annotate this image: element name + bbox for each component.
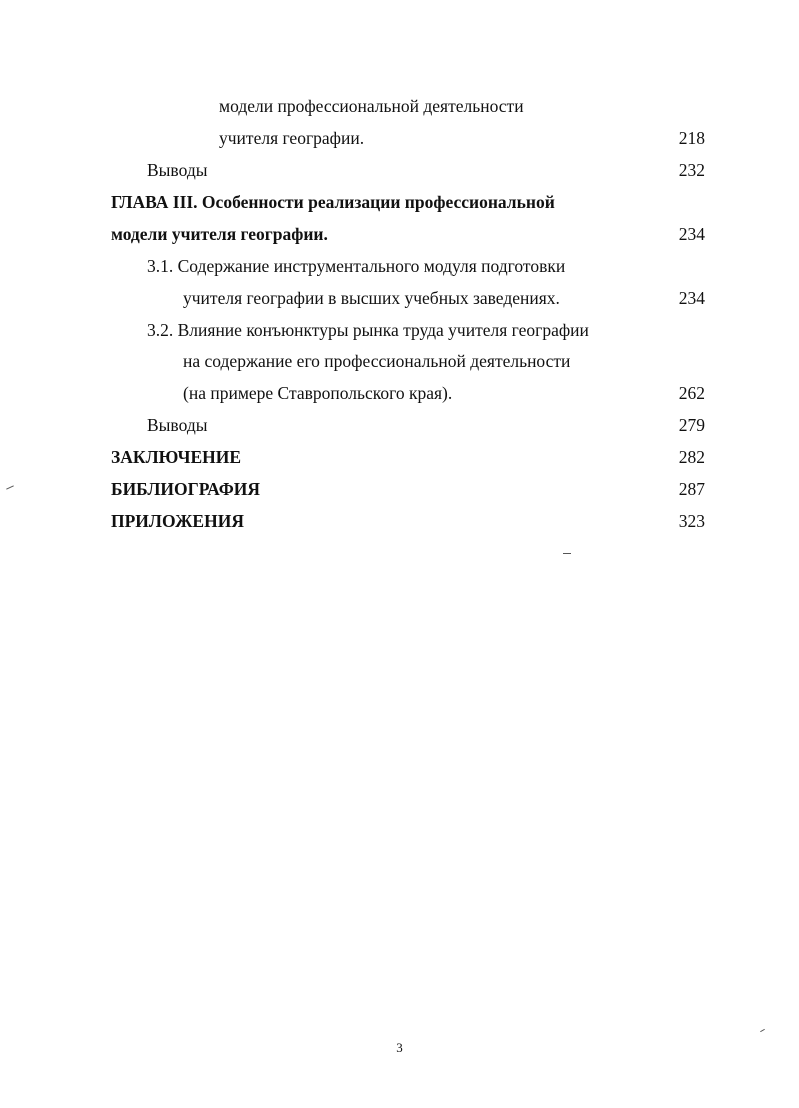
toc-chapter-title: ГЛАВА III. Особенности реализации профессиональной <box>111 192 555 212</box>
scan-mark <box>6 485 14 489</box>
toc-page-number: 279 <box>678 415 705 435</box>
toc-page-number: 218 <box>678 128 705 148</box>
toc-page-number: 323 <box>678 511 705 531</box>
toc-page-number: 282 <box>678 447 705 467</box>
toc-chapter-title: модели учителя географии. <box>111 224 328 244</box>
toc-section-title: 3.2. Влияние конъюнктуры рынка труда учителя географии <box>147 320 589 340</box>
toc-chapter-title: ПРИЛОЖЕНИЯ <box>111 511 244 531</box>
toc-chapter-title: ЗАКЛЮЧЕНИЕ <box>111 447 242 467</box>
toc-section-title: 3.1. Содержание инструментального модуля подготовки <box>147 256 566 276</box>
toc-section-title: на содержание его профессиональной деятельности <box>183 351 571 371</box>
page-number: 3 <box>396 1040 403 1055</box>
toc-chapter-title: БИБЛИОГРАФИЯ <box>111 479 260 499</box>
scan-mark <box>563 553 571 554</box>
toc-page-number: 262 <box>678 383 705 403</box>
toc-page-number: 234 <box>678 224 705 244</box>
toc-section-title: (на примере Ставропольского края). <box>183 383 453 403</box>
toc-page-number: 287 <box>678 479 705 499</box>
toc-entry-text: учителя географии. <box>219 128 365 148</box>
scan-mark <box>760 1029 765 1032</box>
toc-entry-text: Выводы <box>147 160 208 180</box>
toc-section-title: учителя географии в высших учебных заведениях. <box>183 288 560 308</box>
toc-entry-text: Выводы <box>147 415 208 435</box>
toc-page-number: 232 <box>678 160 705 180</box>
toc-page-number: 234 <box>678 288 705 308</box>
toc-entry-text: модели профессиональной деятельности <box>219 96 524 116</box>
